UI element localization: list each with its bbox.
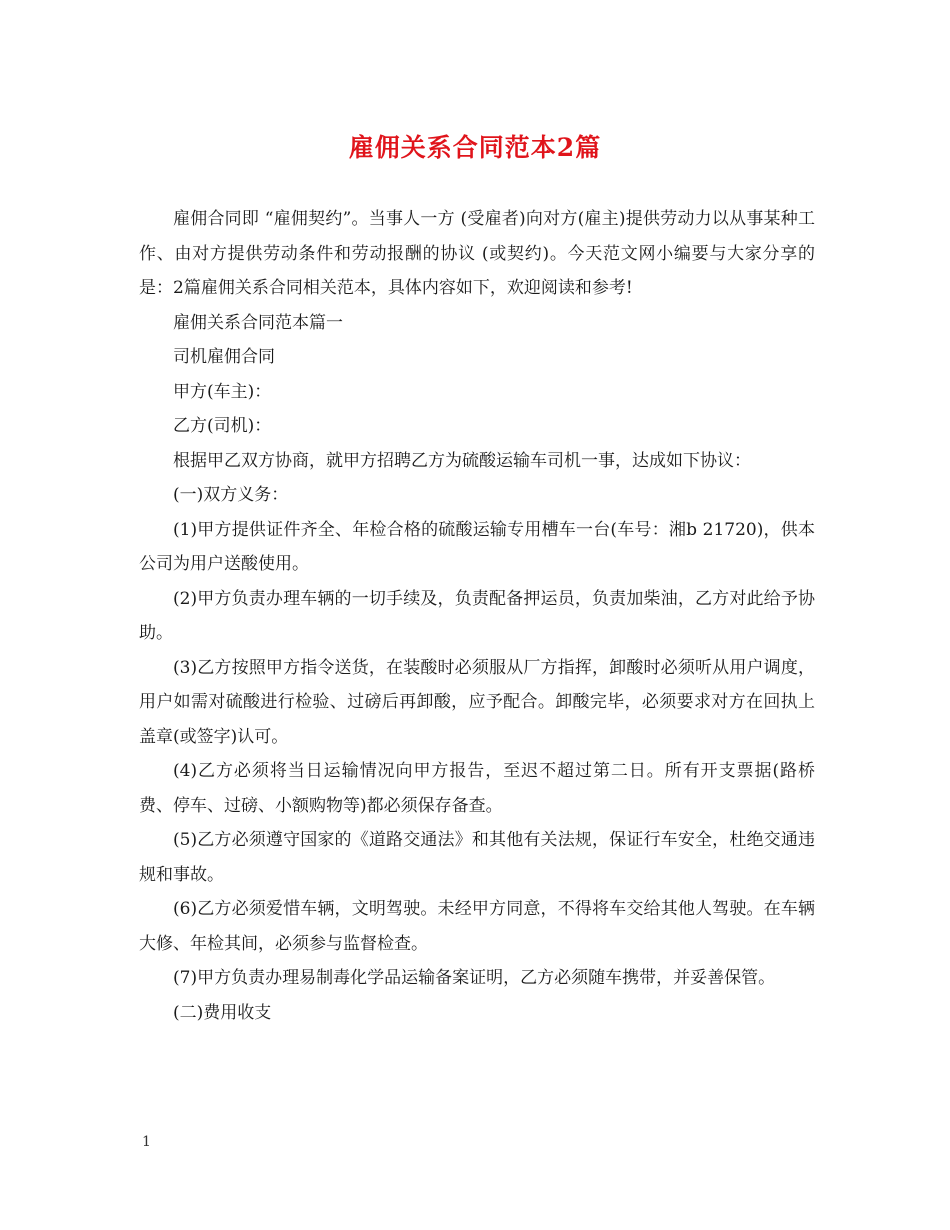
paragraph-clause-2: (2)甲方负责办理车辆的一切手续及，负责配备押运员，负责加柴油，乙方对此给予协助。 [139,588,815,643]
paragraph-clause-5: (5)乙方必须遵守国家的《道路交通法》和其他有关法规，保证行车安全，杜绝交通违规和事故。 [139,830,815,885]
paragraph-clause-7: (7)甲方负责办理易制毒化学品运输备案证明，乙方必须随车携带，并妥善保管。 [173,968,776,988]
paragraph-obligations-heading: (一)双方义务： [173,485,289,505]
document-body [139,202,815,1030]
paragraph-intro: 雇佣合同即 “雇佣契约”。当事人一方 (受雇者)向对方(雇主)提供劳动力以从事某种工作、由对方提供劳动条件和劳动报酬的协议 (或契约)。今天范文网小编要与大家分享的是：2篇雇佣关系合同相关范本，具体内容如下，欢迎阅读和参考! [139,209,815,298]
document-title: 雇佣关系合同范本2篇 [348,133,602,162]
paragraph-clause-6: (6)乙方必须爱惜车辆，文明驾驶。未经甲方同意，不得将车交给其他人驾驶。在车辆大修、年检其间，必须参与监督检查。 [139,899,815,954]
page-number: 1 [142,1134,151,1150]
paragraph-party-b: 乙方(司机)： [173,416,272,436]
paragraph-preamble: 根据甲乙双方协商，就甲方招聘乙方为硫酸运输车司机一事，达成如下协议： [173,450,751,471]
paragraph-clause-3: (3)乙方按照甲方指令送货，在装酸时必须服从厂方指挥，卸酸时必须听从用户调度，用户如需对硫酸进行检验、过磅后再卸酸，应予配合。卸酸完毕，必须要求对方在回执上盖章(或签字)认可。 [139,657,815,747]
paragraph-contract-title: 司机雇佣合同 [173,347,275,367]
paragraph-party-a: 甲方(车主)： [173,381,272,402]
paragraph-fees-heading: (二)费用收支 [173,1002,272,1023]
paragraph-clause-4: (4)乙方必须将当日运输情况向甲方报告，至迟不超过第二日。所有开支票据(路桥费、停车、过磅、小额购物等)都必须保存备查。 [139,761,815,816]
paragraph-clause-1: (1)甲方提供证件齐全、年检合格的硫酸运输专用槽车一台(车号：湘b 21720)，供本公司为用户送酸使用。 [139,519,815,574]
paragraph-section-heading: 雇佣关系合同范本篇一 [173,312,343,333]
